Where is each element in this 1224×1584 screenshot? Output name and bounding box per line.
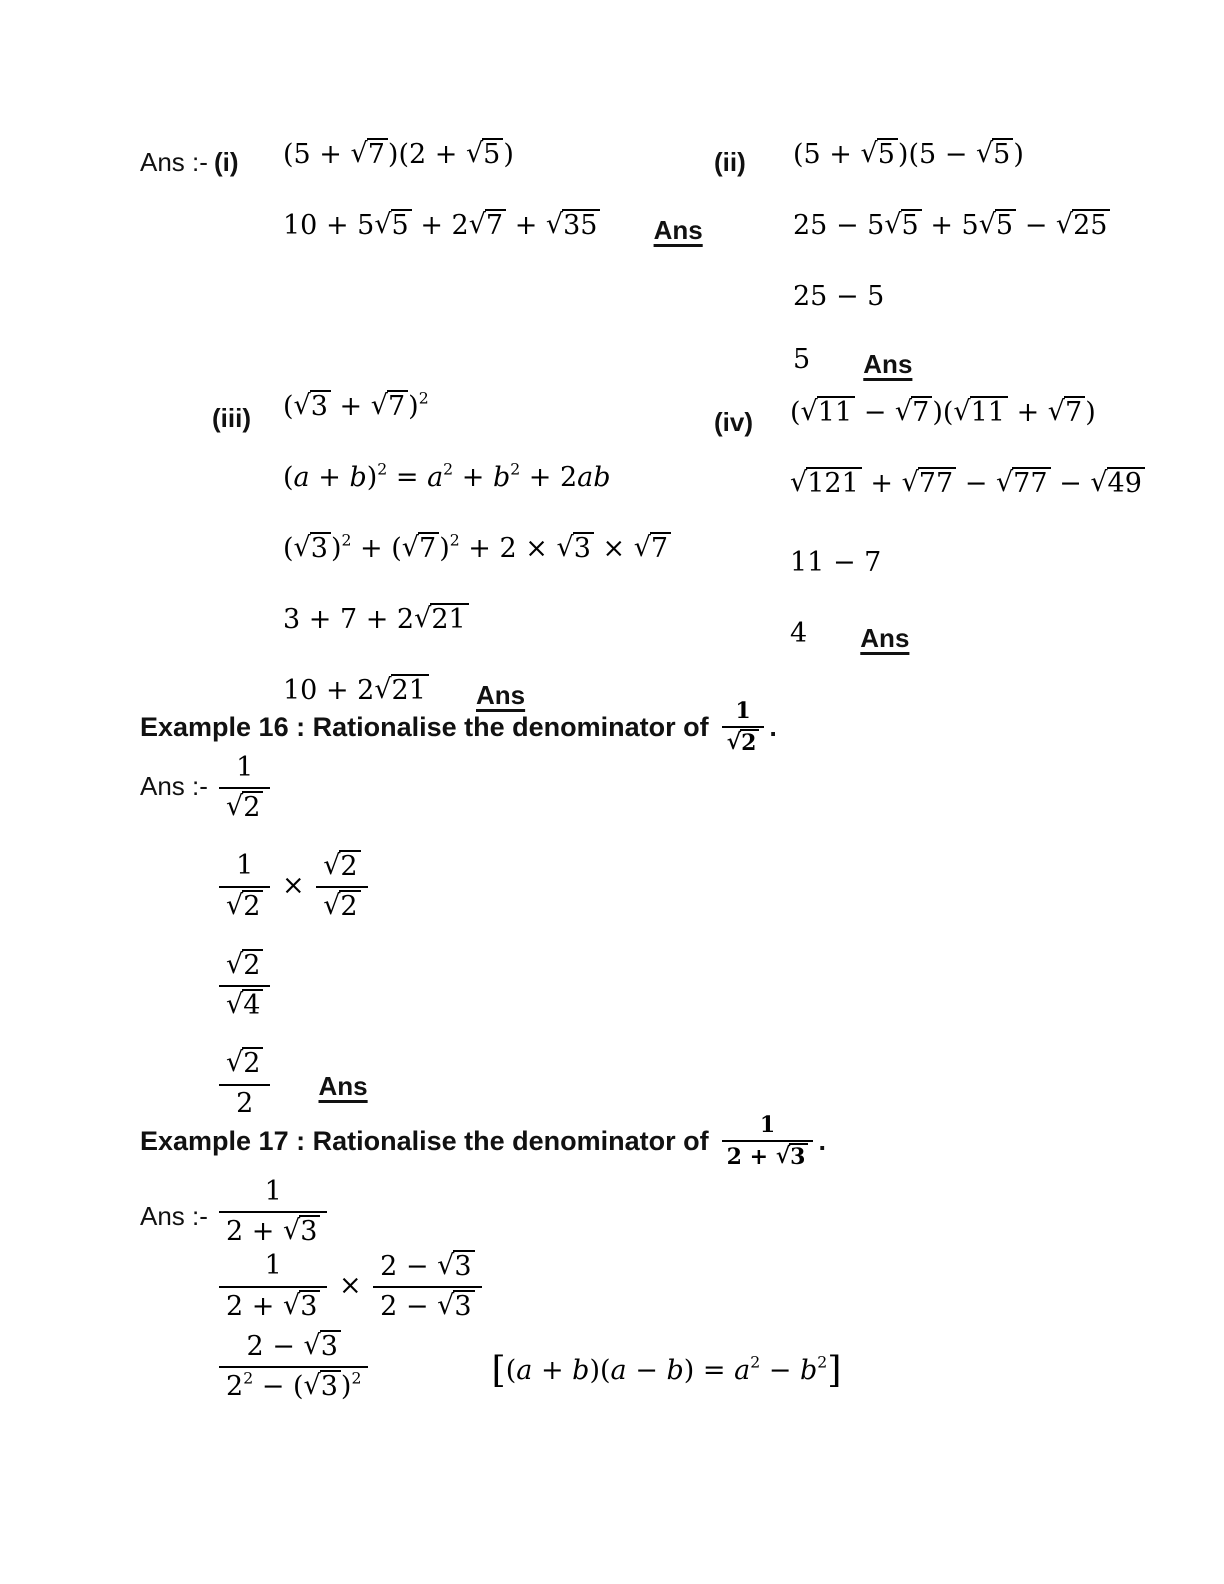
math-expression: (5 + √5 )(5 − √5 ) — [793, 138, 1024, 170]
math-step — [216, 850, 371, 924]
identity-note: $[(a + b)(a - b) = a^2 - b^2]$ — [491, 1347, 842, 1391]
part-iii-label: (iii) — [212, 403, 251, 433]
math-step — [790, 613, 1145, 659]
part-ii-steps — [793, 134, 1110, 411]
math-step — [283, 205, 703, 251]
math-expression: $\frac{1}{2 + √3}$ — [216, 1196, 330, 1227]
ans-intro-label: Ans :- — [140, 1201, 208, 1231]
ans-label: Ans — [476, 679, 526, 710]
math-expression: $\frac{√2}{2}$ — [216, 1067, 273, 1098]
part-iii-steps — [283, 386, 671, 742]
ans-label: Ans — [863, 348, 913, 379]
math-expression: 25 − 5 — [793, 281, 885, 312]
ans-label: Ans — [653, 214, 703, 245]
math-expression: 5 — [793, 344, 811, 375]
math-expression: (√11 − √7 )(√11 + √7 ) — [790, 396, 1096, 428]
example-17-heading — [140, 1112, 826, 1171]
math-expression: 10 + 5√5 + 2√7 + √35 — [283, 210, 600, 241]
math-expression: $(a + b)^2 = a^2 + b^2 + 2ab$ — [283, 459, 611, 493]
math-step — [283, 457, 671, 502]
math-step — [283, 386, 671, 431]
example-16-steps — [216, 752, 371, 1145]
math-expression: $\frac{2 - √3}{2^2 - (√3 )^2}$ — [216, 1350, 371, 1381]
math-expression: (√3 )$^2$ + (√7 )$^2$ + 2 × √3 × √7 — [283, 533, 671, 564]
heading-period: . — [769, 711, 777, 742]
ans-label: Ans — [860, 622, 910, 653]
math-step — [283, 528, 671, 573]
math-step — [793, 339, 1110, 385]
math-step — [216, 752, 371, 825]
math-expression: $\frac{√2}{√4}$ — [216, 969, 273, 1000]
math-expression: $\frac{1}{√2}$ — [216, 772, 273, 803]
math-step — [793, 134, 1110, 179]
math-step — [216, 1250, 841, 1324]
math-step — [283, 599, 671, 644]
math-expression: (√3 + √7 )$^2$ — [283, 388, 429, 422]
math-expression: (5 + √7 )(2 + √5 ) — [283, 138, 514, 170]
math-step — [793, 276, 1110, 321]
math-expression: √121 + √77 − √77 − √49 — [790, 468, 1145, 499]
math-expression: 25 − 5√5 + 5√5 − √25 — [793, 210, 1110, 241]
ans-label: Ans — [318, 1071, 368, 1102]
heading-fraction: $\frac{1}{2 + √3}$ — [719, 1112, 817, 1171]
part-i-label: (i) — [214, 147, 239, 177]
example-17-title: Example 17 : Rationalise the denominator of — [140, 1125, 709, 1156]
heading-fraction: $\frac{1}{√2}$ — [719, 698, 768, 757]
math-step — [216, 1047, 371, 1120]
math-expression: 3 + 7 + 2√21 — [283, 604, 469, 635]
part-iv-label: (iv) — [714, 407, 753, 437]
ans-intro-label: Ans :- — [140, 147, 208, 177]
example-16-title: Example 16 : Rationalise the denominator of — [140, 711, 709, 742]
example-17-steps — [216, 1176, 841, 1404]
part-ii-label: (ii) — [714, 147, 746, 177]
math-expression: $\frac{1}{√2}$ × $\frac{√2}{√2}$ — [216, 870, 371, 901]
math-step — [793, 205, 1110, 250]
math-step — [790, 392, 1145, 437]
math-expression: $\frac{1}{2 + √3}$ × $\frac{2 - √3}{2 - √3}$ — [216, 1270, 485, 1301]
example-16-heading — [140, 698, 777, 757]
math-expression: 10 + 2√21 — [283, 675, 429, 706]
heading-period: . — [818, 1125, 826, 1156]
part-iv-steps — [790, 392, 1145, 685]
math-step — [790, 542, 1145, 587]
part-i-steps — [283, 134, 703, 277]
math-expression: 4 — [790, 618, 808, 649]
math-expression: 11 − 7 — [790, 547, 882, 578]
math-step — [790, 463, 1145, 508]
math-step — [216, 1330, 841, 1404]
math-step — [283, 134, 703, 179]
math-step — [216, 1176, 841, 1249]
ans-intro-label: Ans :- — [140, 771, 208, 801]
math-step — [216, 949, 371, 1023]
